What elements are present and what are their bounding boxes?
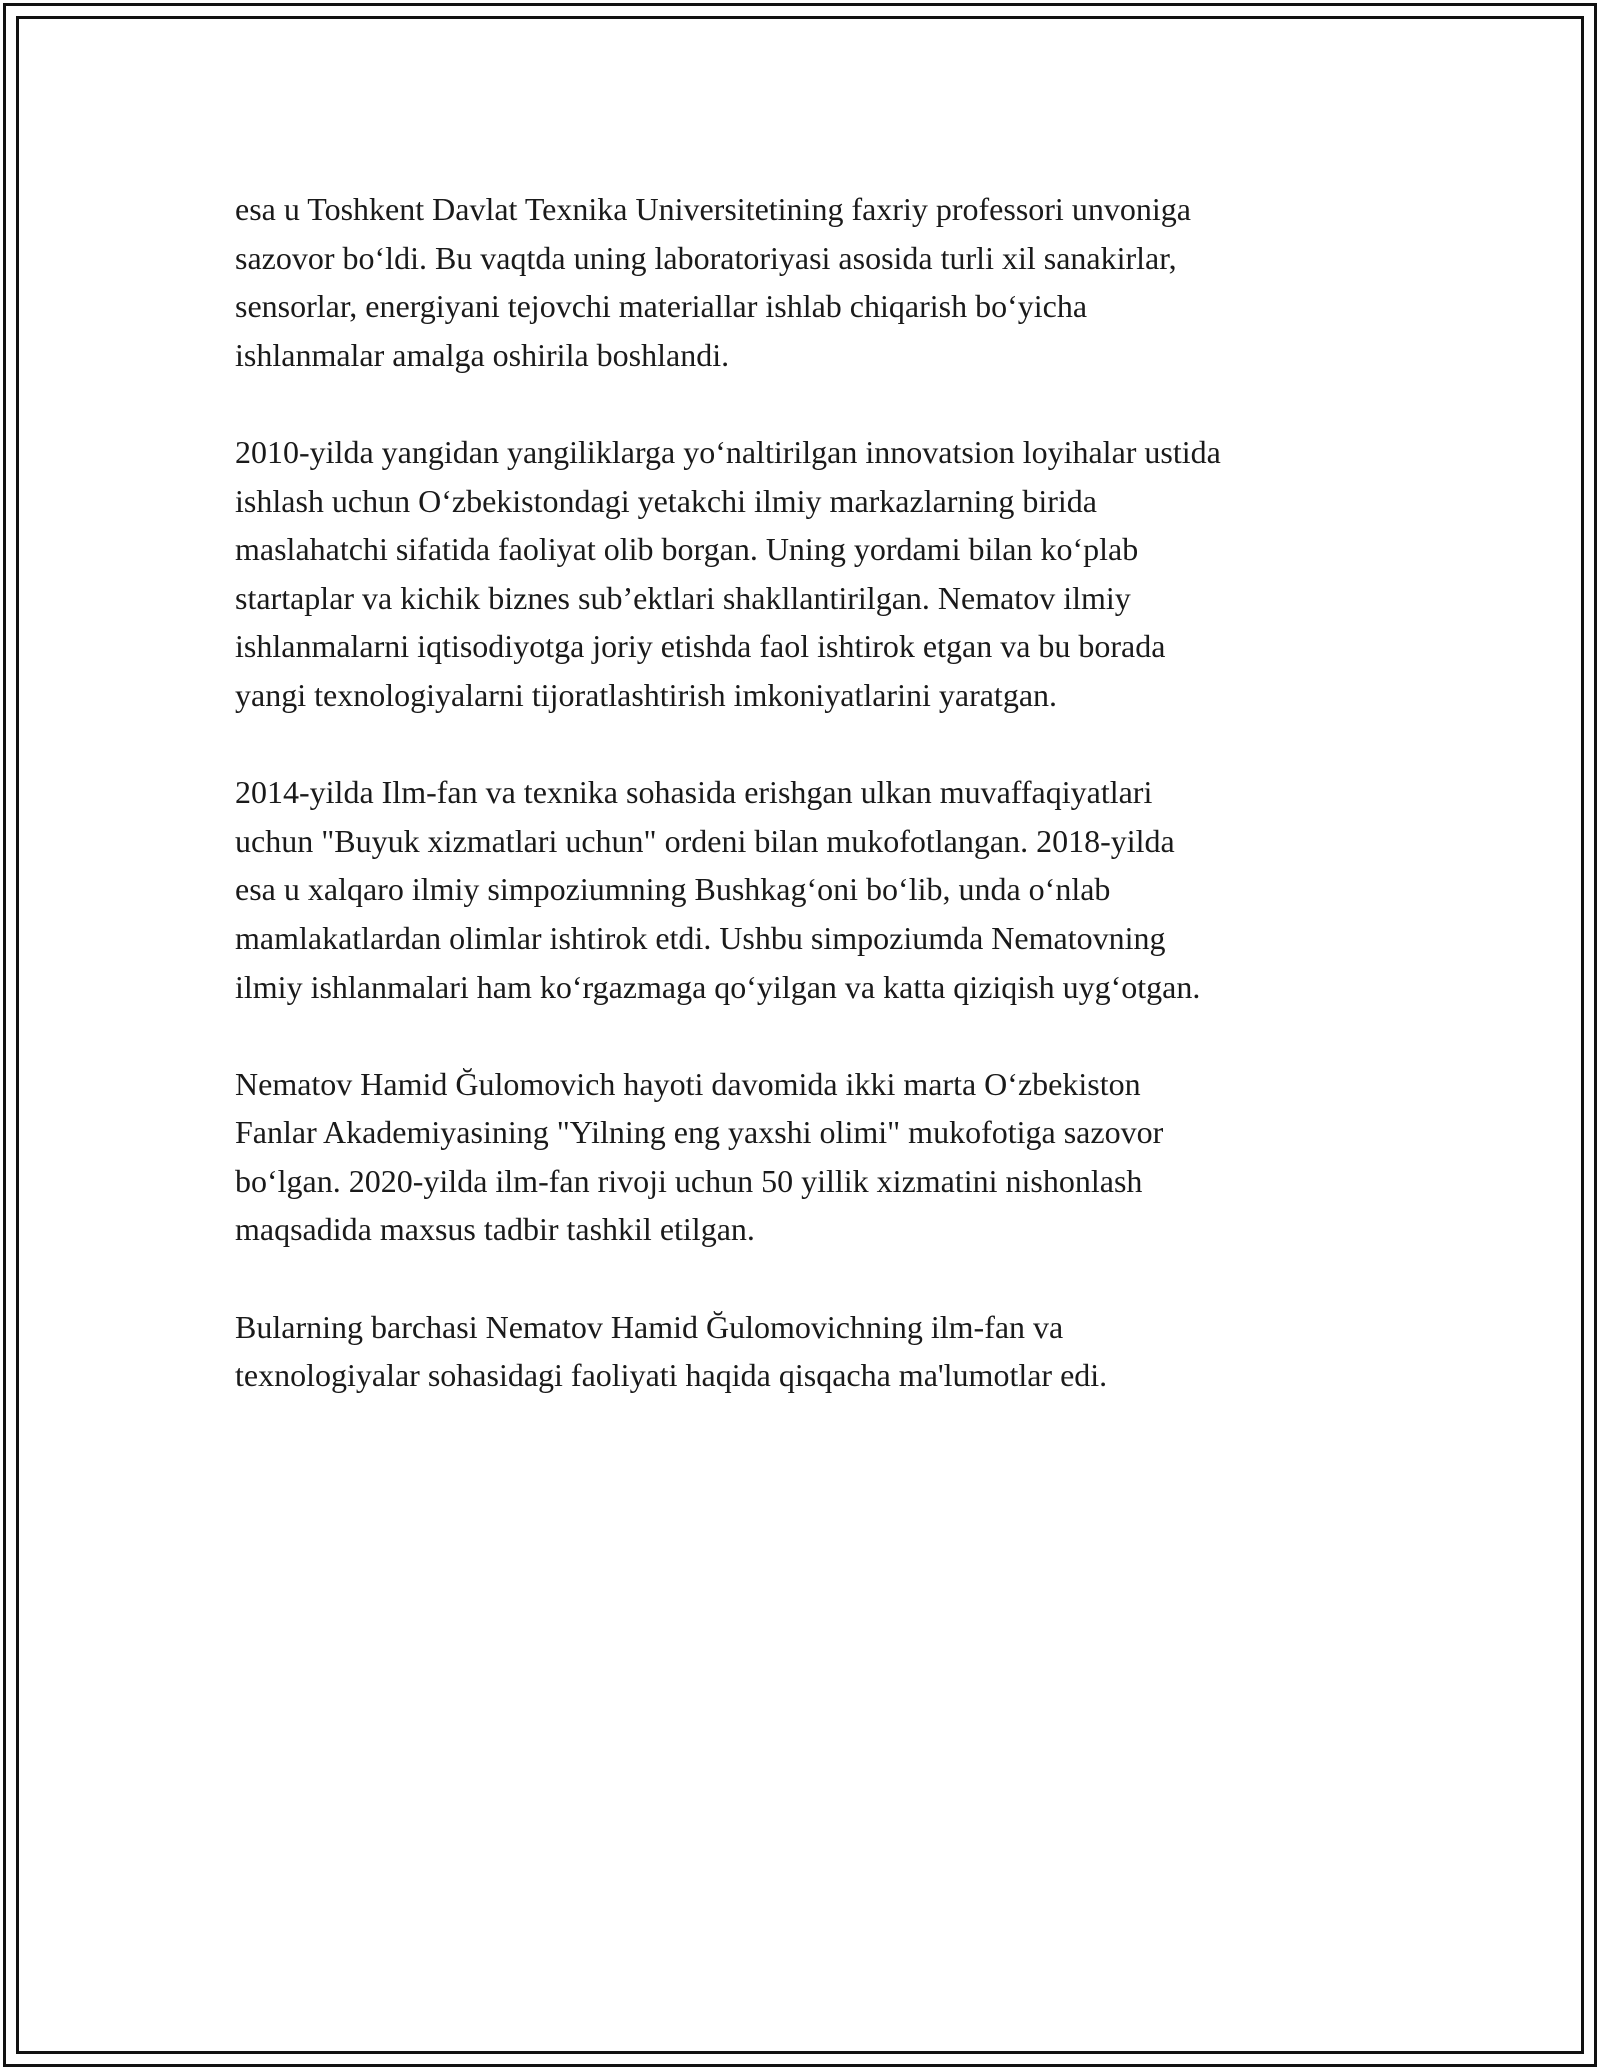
paragraph-3: 2014-yilda Ilm-fan va texnika sohasida erishgan ulkan muvaffaqiyatlari uchun "Buyuk xizmatlari uchun" ordeni bilan mukofotlangan. 2018-yilda esa u xalqaro ilmiy simpoziumning Bushkag‘oni bo‘lib, unda o‘nlab mamlakatlardan olimlar ishtirok etdi. Ushbu simpoziumda Nematovning ilmiy ishlanmalari ham ko‘rgazmaga qo‘yilgan va katta qiziqish uyg‘otgan. [235, 774, 1201, 1005]
paragraph-2: 2010-yilda yangidan yangiliklarga yo‘naltirilgan innovatsion loyihalar ustida ishlash uchun O‘zbekistondagi yetakchi ilmiy markazlarning birida maslahatchi sifatida faoliyat olib borgan. Uning yordami bilan ko‘plab startaplar va kichik biznes sub’ektlari shakllantirilgan. Nematov ilmiy ishlanmalarni iqtisodiyotga joriy etishda faol ishtirok etgan va bu borada yangi texnologiyalarni tijoratlashtirish imkoniyatlarini yaratgan. [235, 433, 1221, 713]
paragraph-1: esa u Toshkent Davlat Texnika Universitetining faxriy professori unvoniga sazovor bo‘ldi. Bu vaqtda uning laboratoriyasi asosida turli xil sanakirlar, sensorlar, energiyani tejovchi materiallar ishlab chiqarish bo‘yicha ishlanmalar amalga oshirila boshlandi. [235, 191, 1191, 373]
paragraph-5: Bularning barchasi Nematov Hamid Ğulomovichning ilm-fan va texnologiyalar sohasidagi faoliyati haqida qisqacha ma'lumotlar edi. [235, 1308, 1108, 1394]
paragraph-4: Nematov Hamid Ğulomovich hayoti davomida ikki marta O‘zbekiston Fanlar Akademiyasining "Yilning eng yaxshi olimi" mukofotiga sazovor bo‘lgan. 2020-yilda ilm-fan rivoji uchun 50 yillik xizmatini nishonlash maqsadida maxsus tadbir tashkil etilgan. [235, 1065, 1164, 1248]
document-body [235, 185, 1375, 1448]
